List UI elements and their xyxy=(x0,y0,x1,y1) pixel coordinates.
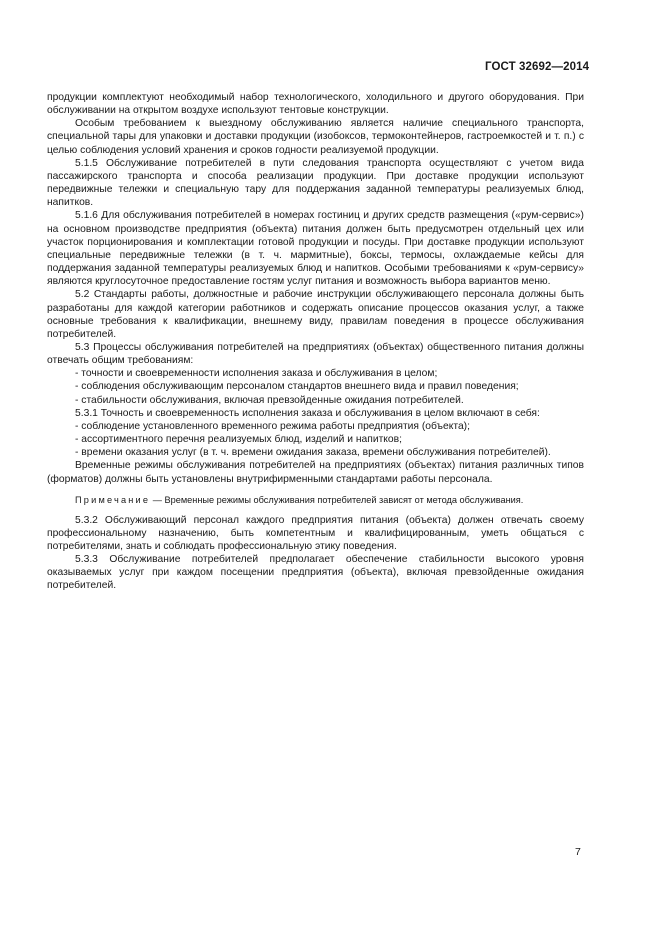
list-item: - точности и своевременности исполнения заказа и обслуживания в целом; xyxy=(75,368,438,380)
note-label: Примечание xyxy=(75,494,151,505)
paragraph-continuation: продукции комплектуют необходимый набор технологического, холодильного и другого оборудования. При обслуживании на открытом воздухе используют тентовые конструкции. xyxy=(47,92,584,117)
paragraph-5-3-1: 5.3.1 Точность и своевременность исполнения заказа и обслуживания в целом включают в себя: xyxy=(75,407,540,419)
note xyxy=(47,494,584,506)
list-item: - времени оказания услуг (в т. ч. времени ожидания заказа, времени обслуживания потребителей). xyxy=(75,447,551,459)
paragraph-time-regimes: Временные режимы обслуживания потребителей на предприятиях (объектах) питания различных типов (форматов) должны быть установлены внутрифирменными стандартами работы персонала. xyxy=(47,460,584,485)
paragraph-5-3-2: 5.3.2 Обслуживающий персонал каждого предприятия питания (объекта) должен отвечать своему профессиональному назначению, быть компетентным и квалифицированным, уметь общаться с потребителями, знать и соблюдать профессиональную этику поведения. xyxy=(47,514,584,552)
paragraph-special-transport: Особым требованием к выездному обслуживанию является наличие специального транспорта, специальной тары для упаковки и доставки продукции (изобоксов, термоконтейнеров, гастроемкостей и т. п.) с целью соблюдения условий хранения и сроков годности реализуемой продукции. xyxy=(47,118,584,156)
paragraph-5-2: 5.2 Стандарты работы, должностные и рабочие инструкции обслуживающего персонала должны быть разработаны для каждой категории работников и содержать описание процессов оказания услуг, а также основные требования к квалификации, внешнему виду, правилам поведения в процессе обслуживания потребителей. xyxy=(47,289,584,340)
paragraph-5-1-6: 5.1.6 Для обслуживания потребителей в номерах гостиниц и других средств размещения («рум-сервис») на основном производстве предприятия (объекта) питания должен быть предусмотрен отдельный цех или участок порционирования и комплектации готовой продукции и посуды. При доставке продукции используют специальные передвижные тележки (в т. ч. мармитные), боксы, термосы, охлаждаемые кейсы для поддержания заданной температуры реализуемых блюд и напитков. Особыми требованиями к «рум-сервису» являются круглосуточное предоставление гостям услуг питания и возможность выбора вариантов меню. xyxy=(47,210,584,288)
document-header: ГОСТ 32692—2014 xyxy=(485,61,590,73)
note-text: — Временные режимы обслуживания потребителей зависят от метода обслуживания. xyxy=(150,494,524,505)
paragraph-5-3-3: 5.3.3 Обслуживание потребителей предполагает обеспечение стабильности высокого уровня оказываемых услуг при каждом посещении предприятия (объекта), включая превзойденные ожидания потребителей. xyxy=(47,554,584,592)
paragraph-5-3: 5.3 Процессы обслуживания потребителей на предприятиях (объектах) общественного питания должны отвечать общим требованиям: xyxy=(47,341,584,367)
document-body xyxy=(47,91,584,593)
list-item: - ассортиментного перечня реализуемых блюд, изделий и напитков; xyxy=(75,434,402,446)
list-item: - стабильности обслуживания, включая превзойденные ожидания потребителей. xyxy=(75,394,464,406)
paragraph-5-1-5: 5.1.5 Обслуживание потребителей в пути следования транспорта осуществляют с учетом вида пассажирского транспорта и способа реализации продукции. При доставке продукции используют передвижные тележки и специальную тару для поддержания заданной температуры реализуемых блюд, напитков. xyxy=(47,157,584,209)
list-item: - соблюдение установленного временного режима работы предприятия (объекта); xyxy=(75,420,470,432)
page-number: 7 xyxy=(575,846,581,858)
list-item: - соблюдения обслуживающим персоналом стандартов внешнего вида и правил поведения; xyxy=(75,381,519,393)
